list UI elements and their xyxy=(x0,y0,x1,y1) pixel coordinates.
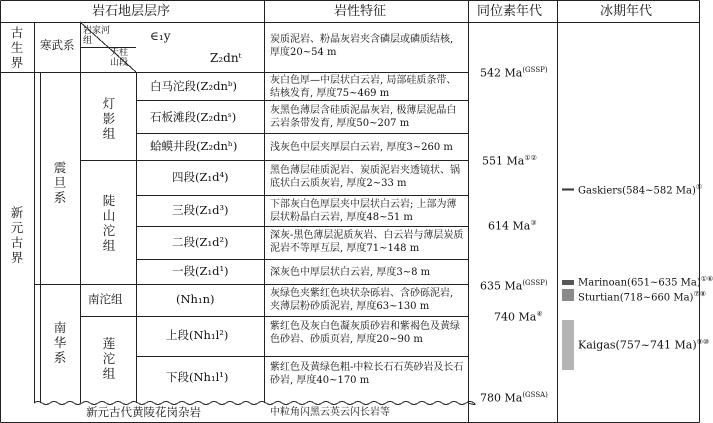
liantuo-lower: 下段(Nh₁l¹) xyxy=(166,370,229,384)
glacial-sturtian: Sturtian(718~660 Ma)⑦⑧ xyxy=(578,290,707,304)
header-lithology: 岩性特征 xyxy=(334,4,387,19)
member-3: 三段(Z₁d³) xyxy=(172,203,229,217)
member-1: 一段(Z₁d¹) xyxy=(172,264,229,278)
nanhua-label: 南华系 xyxy=(53,320,67,365)
tianzhushan-code: Z₂dnᵗ xyxy=(210,51,242,65)
age-551: 551 Ma①② xyxy=(482,154,537,168)
yanjiahe-label: 岩家河组 xyxy=(83,26,111,46)
header-isotope-age: 同位素年代 xyxy=(477,4,543,19)
lith-shibantan: 灰黑色薄层含硅质泥晶灰岩, 极薄层泥晶白云岩条带发育, 厚度50~207 m xyxy=(270,105,457,129)
age-635: 635 $Ma^{(GSSP)}$ xyxy=(480,279,548,293)
liantuo-label: 莲沱组 xyxy=(102,336,116,381)
nantuo-code: (Nh₁n) xyxy=(176,292,215,306)
lith-baimatuo: 灰白色厚—中层状白云岩, 局部硅质条带、结核发育, 厚度75~469 m xyxy=(270,75,457,99)
lith-member3: 下部灰白色厚层夹中层状白云岩; 上部为薄层状粉晶白云岩, 厚度48~51 m xyxy=(270,199,457,223)
lith-member2: 深灰-黑色薄层泥质灰岩、白云岩与薄层炭质泥岩不等厚互层, 厚度71~148 m xyxy=(270,230,464,254)
age-740: 740 Ma④ xyxy=(494,310,543,324)
lith-liantuo-upper: 紫红色及灰白色凝灰质砂岩和紫褐色及黄绿色砂岩、砂质页岩, 厚度20~90 m xyxy=(270,321,460,345)
lith-basement: 中粒角闪黑云英云闪长岩等 xyxy=(270,407,390,418)
neoproterozoic-label: 新元古界 xyxy=(10,205,24,265)
eon-paleozoic: 古生界 xyxy=(10,25,24,70)
glacial-marinoan: Marinoan(651~635 Ma)①⑥ xyxy=(578,275,713,289)
header-strat-sequence: 岩石地层层序 xyxy=(92,4,171,19)
sinian-label: 震旦系 xyxy=(53,160,67,205)
sturtian-bar xyxy=(562,289,574,301)
age-542: 542 $Ma^{(GSSP)}$ xyxy=(480,66,548,80)
system-cambrian: 寒武系 xyxy=(40,38,75,52)
lith-nantuo: 灰绿色夹紫红色块状杂砾岩、含砂砾泥岩, 夹薄层粉砂质泥岩, 厚度63~130 m xyxy=(270,288,454,312)
age-780: 780 $Ma^{(GSSA)}$ xyxy=(480,391,548,405)
lith-cambrian: 炭质泥岩、粉晶灰岩夹含磷层或磷质结核, 厚度20~54 m xyxy=(270,34,454,58)
kaigas-bar xyxy=(562,320,574,370)
member-4: 四段(Z₁d⁴) xyxy=(172,170,229,184)
lith-member4: 黑色薄层硅质泥岩、炭质泥岩夹透镜状、锅底状白云质灰岩, 厚度2~33 m xyxy=(270,165,460,189)
lith-member1: 深灰色中厚层状白云岩, 厚度3~8 m xyxy=(270,267,431,278)
lith-liantuo-lower: 紫红色及黄绿色粗-中粒长石石英砂岩及长石砂岩, 厚度40~170 m xyxy=(270,362,464,386)
tianzhushan-label: 天柱山段 xyxy=(110,48,129,68)
marinoan-bar xyxy=(562,280,574,285)
basement-label: 新元古代黄陵花岗杂岩 xyxy=(86,405,201,419)
doushantuo-label: 陡山沱组 xyxy=(102,193,116,253)
shibantan-member: 石板滩段(Z₂dnˢ) xyxy=(150,110,237,124)
member-2: 二段(Z₁d²) xyxy=(172,235,229,249)
glacial-gaskiers: Gaskiers(584~582 Ma)⑤ xyxy=(578,183,703,197)
baimatuo-member: 白马沱段(Z₂dnᵇ) xyxy=(150,79,237,93)
liantuo-upper: 上段(Nh₁l²) xyxy=(166,328,229,342)
dengying-label: 灯影组 xyxy=(102,96,116,141)
hamajing-member: 蛤蟆井段(Z₂dnʰ) xyxy=(150,139,238,153)
nantuo-label: 南沱组 xyxy=(88,292,123,306)
age-614: 614 Ma③ xyxy=(488,219,537,233)
yanjiahe-code: ∈₁y xyxy=(150,29,171,43)
glacial-kaigas: Kaigas(757~741 Ma)⑨⑩ xyxy=(578,338,710,352)
header-glacial-age: 冰期年代 xyxy=(600,4,653,19)
lith-hamajing: 浅灰色中层夹厚层白云岩, 厚度3~260 m xyxy=(270,142,453,153)
